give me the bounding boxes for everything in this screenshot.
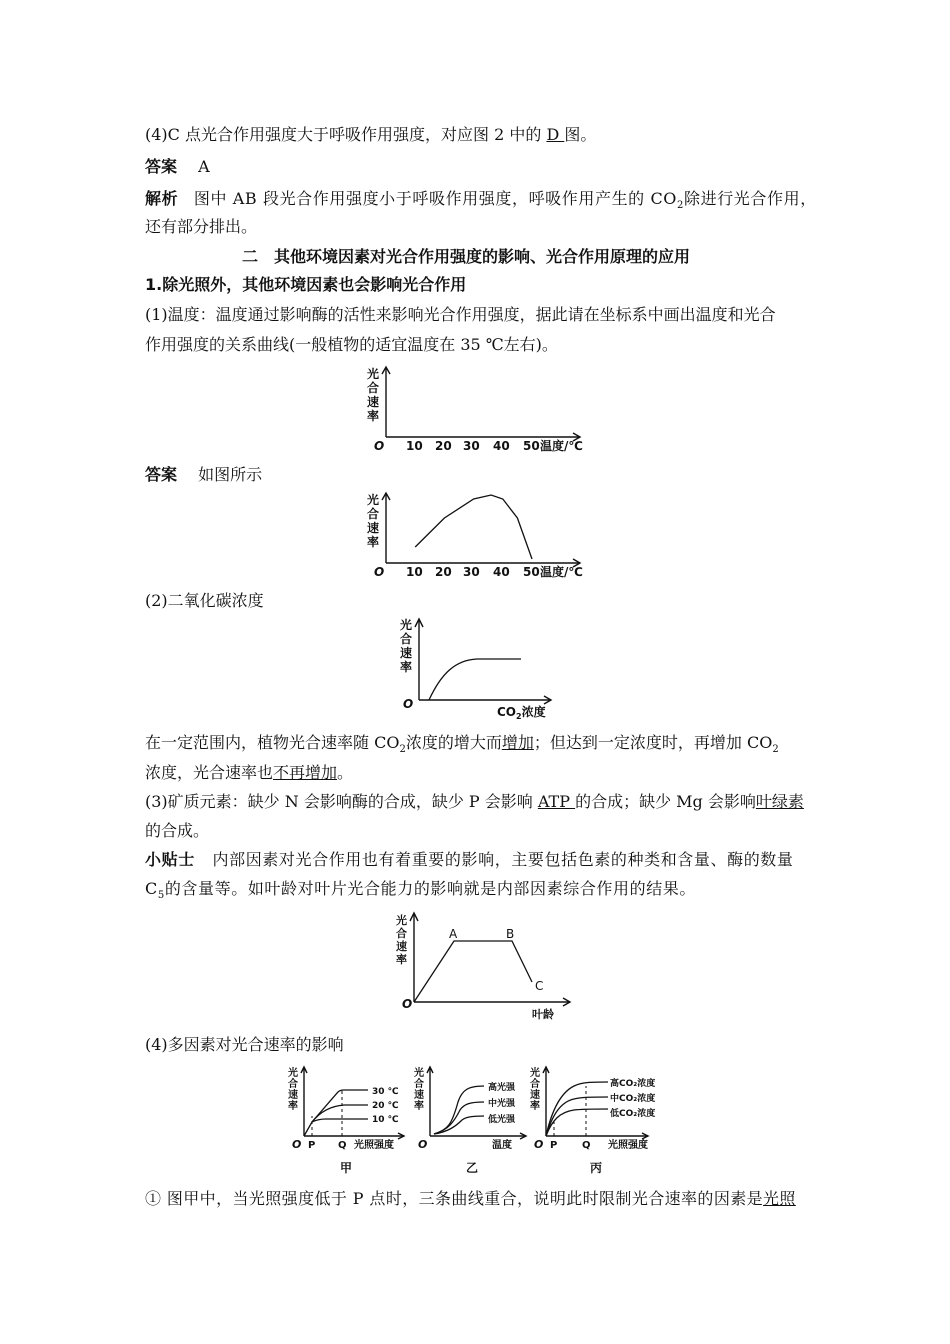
svg-text:O: O [418,1138,428,1151]
temperature-line-1: (1)温度：温度通过影响酶的活性来影响光合作用强度，据此请在坐标系中画出温度和光合 [145,305,776,324]
tick-30: 30 [463,439,480,453]
analysis-line-2: 还有部分排出。 [145,217,258,236]
svg-text:合: 合 [530,1079,540,1090]
co2-concentration-chart [393,616,563,722]
answer-label: 答案 [145,465,178,484]
analysis-line-1: 解析 图中 AB 段光合作用强度小于呼吸作用强度，呼吸作用产生的 $CO_2$除进行光合作用， [145,189,817,212]
point-b-label: B [506,927,515,941]
svg-text:20 ℃: 20 ℃ [372,1101,399,1111]
svg-text:光: 光 [530,1068,540,1079]
tip-line-2: $C_5$的含量等。如叶龄对叶片光合能力的影响就是内部因素综合作用的结果。 [145,879,697,902]
section-title: 二 其他环境因素对光合作用强度的影响、光合作用原理的应用 [242,247,691,266]
tick-10: 10 [406,439,423,453]
svg-text:30 ℃: 30 ℃ [372,1087,399,1097]
leaf-age-curve [414,941,532,1002]
svg-text:Q: Q [582,1140,591,1151]
curve-mid-co2 [546,1097,608,1136]
svg-text:速: 速 [530,1090,540,1101]
leaf-age-chart [390,910,580,1022]
x-label: 温度/℃ [540,565,583,579]
svg-text:合: 合 [396,927,407,940]
svg-text:高光强: 高光强 [488,1083,516,1093]
co2-text-line-2: 浓度，光合速率也不再增加。 [145,763,354,782]
tick-40: 40 [493,439,510,453]
svg-text:合: 合 [414,1079,424,1090]
svg-text:低光强: 低光强 [488,1115,516,1125]
svg-text:速: 速 [400,646,413,660]
svg-text:温度: 温度 [492,1140,512,1151]
svg-text:O: O [374,565,385,579]
svg-text:速: 速 [396,940,407,953]
answer-line-2 [145,464,262,486]
answer-blank-no-increase: 不再增加 [273,763,338,782]
svg-text:光: 光 [288,1068,298,1079]
caption-yi: 乙 [466,1161,479,1175]
x-label: 温度/℃ [540,439,583,453]
tick-50: 50 [523,565,540,579]
last-line: ① 图甲中，当光照强度低于 P 点时，三条曲线重合，说明此时限制光合速率的因素是光照 [145,1189,796,1208]
svg-text:中CO₂浓度: 中CO₂浓度 [610,1094,656,1104]
svg-text:率: 率 [367,535,380,549]
svg-text:速: 速 [288,1090,298,1101]
answer-blank-chlorophyll: 叶绿素 [755,792,804,811]
tip-label: 小贴士 [145,850,195,869]
mineral-line-2: 的合成。 [145,821,210,840]
tick-40: 40 [493,565,510,579]
svg-text:合: 合 [367,507,380,521]
svg-text:速: 速 [414,1090,424,1101]
answer-blank-light: 光照 [763,1189,796,1208]
blank-temperature-axes [362,364,592,456]
tick-20: 20 [435,439,452,453]
answer-blank-d: D [546,125,565,144]
svg-text:光: 光 [396,914,407,927]
temperature-curve [415,495,532,559]
svg-text:光照强度: 光照强度 [354,1140,394,1151]
svg-text:率: 率 [367,409,380,423]
svg-text:O: O [402,997,413,1011]
tick-50: 50 [523,439,540,453]
curve-mid-light [434,1102,484,1134]
svg-text:O: O [403,697,414,711]
co2-text-line-1: 在一定范围内，植物光合速率随 $CO_2$浓度的增大而增加；但达到一定浓度时，再增加 $CO_2$ [145,733,779,756]
svg-text:光: 光 [414,1068,424,1079]
svg-text:Q: Q [338,1140,347,1151]
svg-text:速: 速 [367,521,380,535]
svg-text:低CO₂浓度: 低CO₂浓度 [610,1109,656,1119]
temperature-curve-chart [362,490,592,582]
tick-20: 20 [435,565,452,579]
figure-yi [412,1064,530,1176]
answer-value: 如图所示 [198,465,263,484]
curve-30c [304,1090,368,1136]
svg-text:光: 光 [367,493,380,507]
svg-text:率: 率 [400,660,413,674]
svg-text:速: 速 [367,395,380,409]
co2-curve [429,659,521,700]
svg-text:O: O [534,1138,544,1151]
svg-text:合: 合 [400,632,413,646]
svg-text:光照强度: 光照强度 [608,1140,648,1151]
mineral-line-1: (3)矿质元素：缺少 N 会影响酶的合成，缺少 P 会影响 ATP 的合成；缺少 Mg 会影响叶绿素 [145,792,804,811]
svg-text:光: 光 [367,367,380,381]
figure-jia [286,1064,408,1176]
answer-blank-atp: ATP [537,792,576,811]
co2-heading: (2)二氧化碳浓度 [145,591,264,610]
svg-text:O: O [292,1138,302,1151]
x-label: $CO_2$浓度 [497,705,546,721]
svg-text:高CO₂浓度: 高CO₂浓度 [610,1079,656,1089]
point-c-label: C [535,979,544,993]
svg-text:合: 合 [367,381,380,395]
svg-text:P: P [308,1140,316,1151]
answer-value: A [198,157,210,176]
svg-text:O: O [374,439,385,453]
svg-text:合: 合 [288,1079,298,1090]
svg-text:率: 率 [396,953,407,966]
paragraph-4c: (4)C 点光合作用强度大于呼吸作用强度，对应图 2 中的 D 图。 [145,125,597,144]
point-a-label: A [449,927,458,941]
svg-text:P: P [550,1140,558,1151]
tick-30: 30 [463,565,480,579]
tick-10: 10 [406,565,423,579]
analysis-label: 解析 [145,189,179,208]
caption-jia: 甲 [340,1161,353,1175]
answer-label: 答案 [145,157,178,176]
curve-10c [312,1119,368,1122]
svg-text:光: 光 [400,618,413,632]
multi-factor-heading: (4)多因素对光合速率的影响 [145,1035,344,1054]
tip-line-1: 小贴士 内部因素对光合作用也有着重要的影响，主要包括色素的种类和含量、酶的数量 [145,850,794,869]
svg-text:率: 率 [288,1101,298,1112]
svg-text:10 ℃: 10 ℃ [372,1115,399,1125]
answer-line [145,156,210,178]
item-1-heading: 1.除光照外，其他环境因素也会影响光合作用 [145,275,467,294]
svg-text:率: 率 [530,1101,540,1112]
caption-bing: 丙 [590,1161,603,1175]
answer-blank-increase: 增加 [501,733,534,752]
temperature-line-2: 作用强度的关系曲线(一般植物的适宜温度在 35 ℃左右)。 [145,335,558,354]
curve-high-light [434,1086,484,1134]
figure-bing [528,1064,670,1176]
svg-text:率: 率 [414,1101,424,1112]
x-label: 叶龄 [532,1008,554,1021]
svg-text:中光强: 中光强 [488,1099,516,1109]
